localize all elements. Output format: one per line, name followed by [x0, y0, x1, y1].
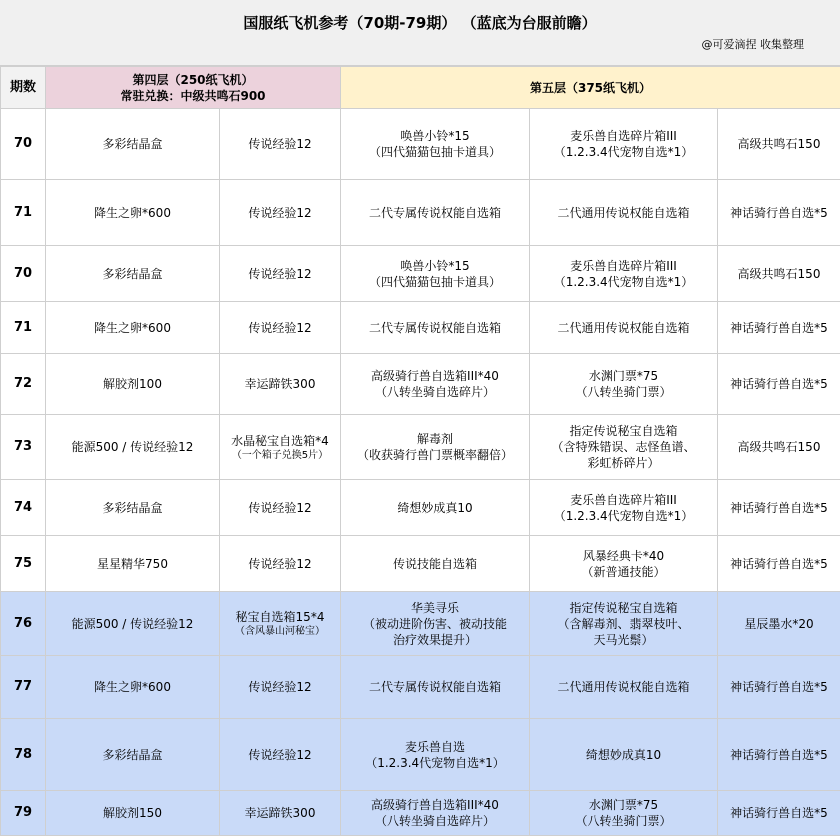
layer5-reward-a [341, 719, 530, 791]
reward-line: 绮想妙成真10 [341, 500, 529, 516]
reward-name: 幸运蹄铁300 [220, 376, 340, 392]
reward-line: 彩虹桥碎片） [530, 455, 717, 471]
layer5-reward-a [341, 791, 530, 836]
layer5-reward-a [341, 592, 530, 656]
header-period: 期数 [1, 67, 46, 109]
layer5-reward-b [530, 719, 718, 791]
reward-line: 高级骑行兽自选箱III*40 [341, 797, 529, 813]
layer5-reward-a [341, 302, 530, 354]
reward-line: 天马光鬃） [530, 632, 717, 648]
layer5-reward-a [341, 415, 530, 480]
reward-line: 唤兽小铃*15 [341, 258, 529, 274]
layer5-reward-b [530, 302, 718, 354]
reward-table [0, 66, 840, 836]
reward-line: 水渊门票*75 [530, 368, 717, 384]
reward-line: 唤兽小铃*15 [341, 128, 529, 144]
table-row [1, 354, 840, 415]
layer5-reward-c: 神话骑行兽自选*5 [718, 302, 840, 354]
layer4-reward-b [220, 480, 341, 536]
reward-line: （四代猫猫包抽卡道具） [341, 144, 529, 160]
reward-line: 二代通用传说权能自选箱 [530, 320, 717, 336]
layer5-reward-c: 神话骑行兽自选*5 [718, 480, 840, 536]
layer4-reward-a: 降生之卵*600 [46, 656, 220, 719]
header-layer4 [46, 67, 341, 109]
reward-line: （含解毒剂、翡翠枝叶、 [530, 616, 717, 632]
reward-name: 传说经验12 [220, 136, 340, 152]
period-cell: 73 [1, 415, 46, 480]
table-row [1, 109, 840, 180]
period-cell: 77 [1, 656, 46, 719]
layer5-reward-b [530, 415, 718, 480]
reward-line: （八转坐骑门票） [530, 813, 717, 829]
layer4-reward-b [220, 536, 341, 592]
reward-line: 传说技能自选箱 [341, 556, 529, 572]
header-layer5: 第五层（375纸飞机） [341, 67, 840, 109]
table-row [1, 246, 840, 302]
layer4-reward-a: 星星精华750 [46, 536, 220, 592]
period-cell: 71 [1, 180, 46, 246]
table-row [1, 415, 840, 480]
layer4-reward-b [220, 246, 341, 302]
layer5-reward-c: 神话骑行兽自选*5 [718, 536, 840, 592]
reward-note: （一个箱子兑换5片） [220, 449, 340, 462]
layer4-reward-a: 解胶剂100 [46, 354, 220, 415]
period-cell: 72 [1, 354, 46, 415]
table-row [1, 180, 840, 246]
reward-line: 二代专属传说权能自选箱 [341, 679, 529, 695]
layer4-reward-a: 能源500 / 传说经验12 [46, 415, 220, 480]
reward-line: 治疗效果提升） [341, 632, 529, 648]
layer4-reward-b [220, 354, 341, 415]
period-cell: 74 [1, 480, 46, 536]
reward-name: 传说经验12 [220, 556, 340, 572]
reward-line: 水渊门票*75 [530, 797, 717, 813]
reward-line: 麦乐兽自选碎片箱III [530, 258, 717, 274]
reward-note: （含风暴山河秘宝） [220, 625, 340, 638]
period-cell: 70 [1, 246, 46, 302]
reward-line: （八转坐骑自选碎片） [341, 813, 529, 829]
layer4-reward-a: 解胶剂150 [46, 791, 220, 836]
layer4-reward-a: 多彩结晶盒 [46, 480, 220, 536]
reward-line: 麦乐兽自选碎片箱III [530, 128, 717, 144]
reward-line: 二代专属传说权能自选箱 [341, 320, 529, 336]
reward-line: 指定传说秘宝自选箱 [530, 600, 717, 616]
layer4-reward-b [220, 109, 341, 180]
reward-name: 传说经验12 [220, 747, 340, 763]
reward-line: （四代猫猫包抽卡道具） [341, 274, 529, 290]
layer4-reward-a: 降生之卵*600 [46, 180, 220, 246]
reward-line: 华美寻乐 [341, 600, 529, 616]
layer4-reward-a: 多彩结晶盒 [46, 246, 220, 302]
layer5-reward-c: 高级共鸣石150 [718, 246, 840, 302]
layer4-reward-b [220, 302, 341, 354]
table-row [1, 480, 840, 536]
layer5-reward-a [341, 536, 530, 592]
page-title: 国服纸飞机参考（70期-79期） （蓝底为台服前瞻） [0, 12, 840, 33]
reward-line: 二代专属传说权能自选箱 [341, 205, 529, 221]
layer4-reward-a: 能源500 / 传说经验12 [46, 592, 220, 656]
period-cell: 70 [1, 109, 46, 180]
layer5-reward-c: 神话骑行兽自选*5 [718, 719, 840, 791]
table-row [1, 592, 840, 656]
reward-name: 传说经验12 [220, 266, 340, 282]
layer5-reward-a [341, 246, 530, 302]
table-row [1, 719, 840, 791]
reward-name: 水晶秘宝自选箱*4 [220, 433, 340, 449]
header-layer4-exchange: 常驻兑换：中级共鸣石900 [46, 88, 340, 104]
reward-line: （含特殊错误、志怪鱼谱、 [530, 439, 717, 455]
layer5-reward-b [530, 480, 718, 536]
table-row [1, 791, 840, 836]
layer5-reward-b [530, 109, 718, 180]
period-cell: 78 [1, 719, 46, 791]
layer5-reward-a [341, 109, 530, 180]
reward-line: 二代通用传说权能自选箱 [530, 679, 717, 695]
reward-line: （1.2.3.4代宠物自选*1） [530, 144, 717, 160]
layer5-reward-c: 高级共鸣石150 [718, 109, 840, 180]
reward-line: 指定传说秘宝自选箱 [530, 423, 717, 439]
header-layer4-title: 第四层（250纸飞机） [46, 72, 340, 88]
reward-line: 风暴经典卡*40 [530, 548, 717, 564]
table-row [1, 656, 840, 719]
reward-line: （收获骑行兽门票概率翻倍） [341, 447, 529, 463]
layer5-reward-c: 高级共鸣石150 [718, 415, 840, 480]
table-body [1, 109, 840, 836]
period-cell: 79 [1, 791, 46, 836]
layer5-reward-c: 神话骑行兽自选*5 [718, 791, 840, 836]
reward-name: 传说经验12 [220, 679, 340, 695]
layer5-reward-a [341, 180, 530, 246]
layer4-reward-b [220, 719, 341, 791]
layer5-reward-b [530, 180, 718, 246]
reward-line: （1.2.3.4代宠物自选*1） [530, 274, 717, 290]
reward-line: 二代通用传说权能自选箱 [530, 205, 717, 221]
layer5-reward-a [341, 480, 530, 536]
reward-line: 绮想妙成真10 [530, 747, 717, 763]
layer5-reward-b [530, 592, 718, 656]
layer5-reward-a [341, 656, 530, 719]
layer5-reward-b [530, 536, 718, 592]
period-cell: 75 [1, 536, 46, 592]
table-row [1, 536, 840, 592]
layer4-reward-b [220, 656, 341, 719]
reward-line: （被动进阶伤害、被动技能 [341, 616, 529, 632]
layer5-reward-a [341, 354, 530, 415]
layer4-reward-a: 多彩结晶盒 [46, 719, 220, 791]
reward-line: （1.2.3.4代宠物自选*1） [530, 508, 717, 524]
reward-line: 解毒剂 [341, 431, 529, 447]
reward-line: 高级骑行兽自选箱III*40 [341, 368, 529, 384]
table-header-row [1, 67, 840, 109]
reward-line: 麦乐兽自选 [341, 739, 529, 755]
reward-line: （新普通技能） [530, 564, 717, 580]
layer4-reward-b [220, 592, 341, 656]
reward-name: 传说经验12 [220, 205, 340, 221]
layer4-reward-b [220, 180, 341, 246]
layer5-reward-b [530, 656, 718, 719]
reward-name: 幸运蹄铁300 [220, 805, 340, 821]
layer5-reward-b [530, 246, 718, 302]
layer5-reward-b [530, 791, 718, 836]
reward-name: 秘宝自选箱15*4 [220, 609, 340, 625]
layer5-reward-c: 神话骑行兽自选*5 [718, 354, 840, 415]
layer4-reward-b [220, 415, 341, 480]
layer5-reward-c: 神话骑行兽自选*5 [718, 656, 840, 719]
reward-line: （1.2.3.4代宠物自选*1） [341, 755, 529, 771]
reward-name: 传说经验12 [220, 500, 340, 516]
page-header [0, 0, 840, 66]
reward-line: 麦乐兽自选碎片箱III [530, 492, 717, 508]
layer4-reward-b [220, 791, 341, 836]
reward-line: （八转坐骑门票） [530, 384, 717, 400]
reward-line: （八转坐骑自选碎片） [341, 384, 529, 400]
credit-text: @可爱滴捏 收集整理 [702, 36, 805, 52]
layer5-reward-b [530, 354, 718, 415]
layer4-reward-a: 降生之卵*600 [46, 302, 220, 354]
reward-name: 传说经验12 [220, 320, 340, 336]
layer5-reward-c: 神话骑行兽自选*5 [718, 180, 840, 246]
table-row [1, 302, 840, 354]
period-cell: 71 [1, 302, 46, 354]
layer5-reward-c: 星辰墨水*20 [718, 592, 840, 656]
period-cell: 76 [1, 592, 46, 656]
layer4-reward-a: 多彩结晶盒 [46, 109, 220, 180]
